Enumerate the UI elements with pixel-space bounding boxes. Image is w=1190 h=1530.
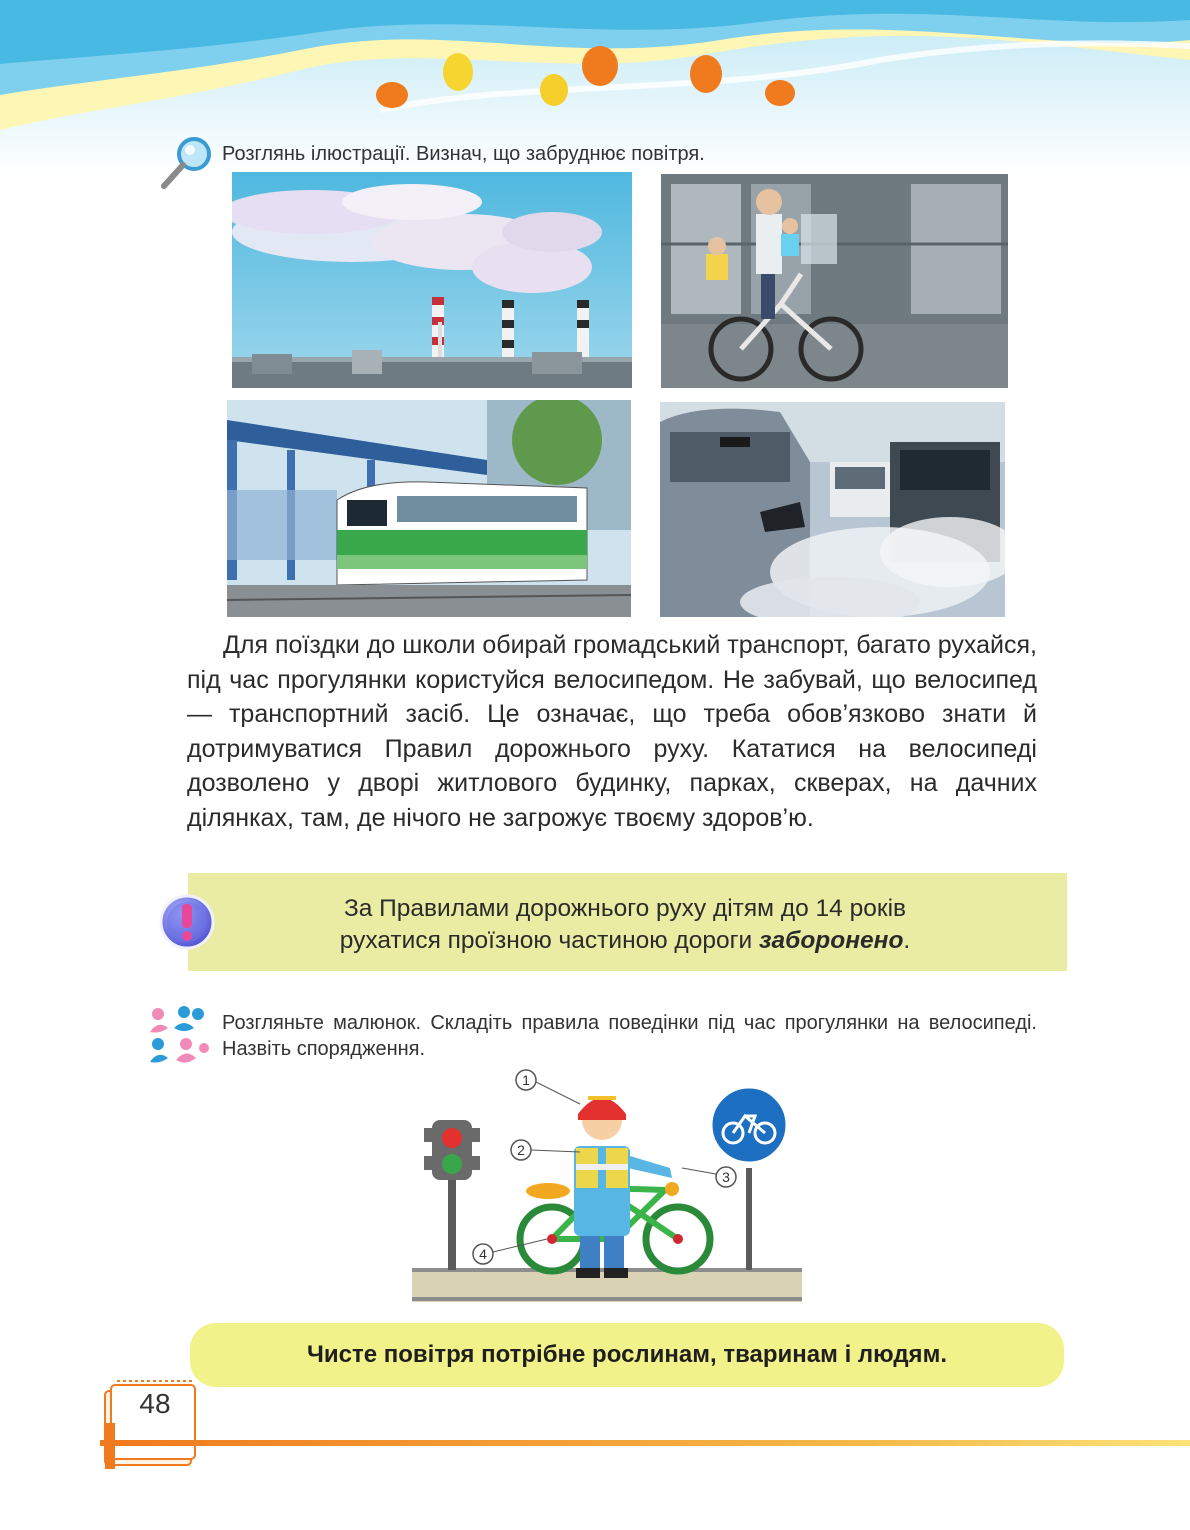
- warning-line2: [200, 925, 1050, 957]
- callout-3: 3: [722, 1169, 730, 1185]
- conclusion-text: Чисте повітря потрібне рослинам, тваринам і людям.: [307, 1341, 947, 1368]
- page-number: 48: [139, 1388, 171, 1419]
- group-work-icon: [146, 1002, 212, 1068]
- footer-divider: [100, 1436, 1190, 1448]
- factory-smoke-photo: [232, 172, 632, 388]
- task1-instruction: Розглянь ілюстрації. Визнач, що забруднює повітря.: [222, 143, 705, 165]
- car-exhaust-photo: [660, 402, 1005, 617]
- warning-text: [200, 893, 1050, 957]
- task2-instruction: Розгляньте малюнок. Складіть правила поведінки під час прогулянки на велосипеді. Назвіть спорядження.: [222, 1012, 1037, 1060]
- tram-photo: [227, 400, 631, 617]
- cyclist-equipment-illustration: [410, 1068, 802, 1304]
- callout-1: 1: [522, 1072, 530, 1088]
- warning-line2-suffix: .: [903, 927, 911, 954]
- callout-2: 2: [517, 1142, 525, 1158]
- warning-emphasis: заборонено: [759, 927, 904, 954]
- main-paragraph: Для поїздки до школи обирай громадський транспорт, багато рухайся, під час прогулянки користуйся велосипедом. Не забувай, що велосипед — транспортний засіб. Це означає, що треба обов’язково знати й дотримуватися Правил дорожнього руху. Кататися на велосипеді дозволено у дворі житлового будинку, парках, скверах, на дачних ділянках, там, де нічого не загрожує твоєму здоров’ю.: [187, 631, 1037, 832]
- cyclist-photo: [661, 174, 1008, 388]
- warning-line1: За Правилами дорожнього руху дітям до 14 років: [343, 895, 907, 922]
- callout-4: 4: [479, 1246, 487, 1262]
- warning-line2-prefix: рухатися проїзною частиною дороги: [339, 927, 760, 954]
- magnifier-icon: [158, 136, 218, 194]
